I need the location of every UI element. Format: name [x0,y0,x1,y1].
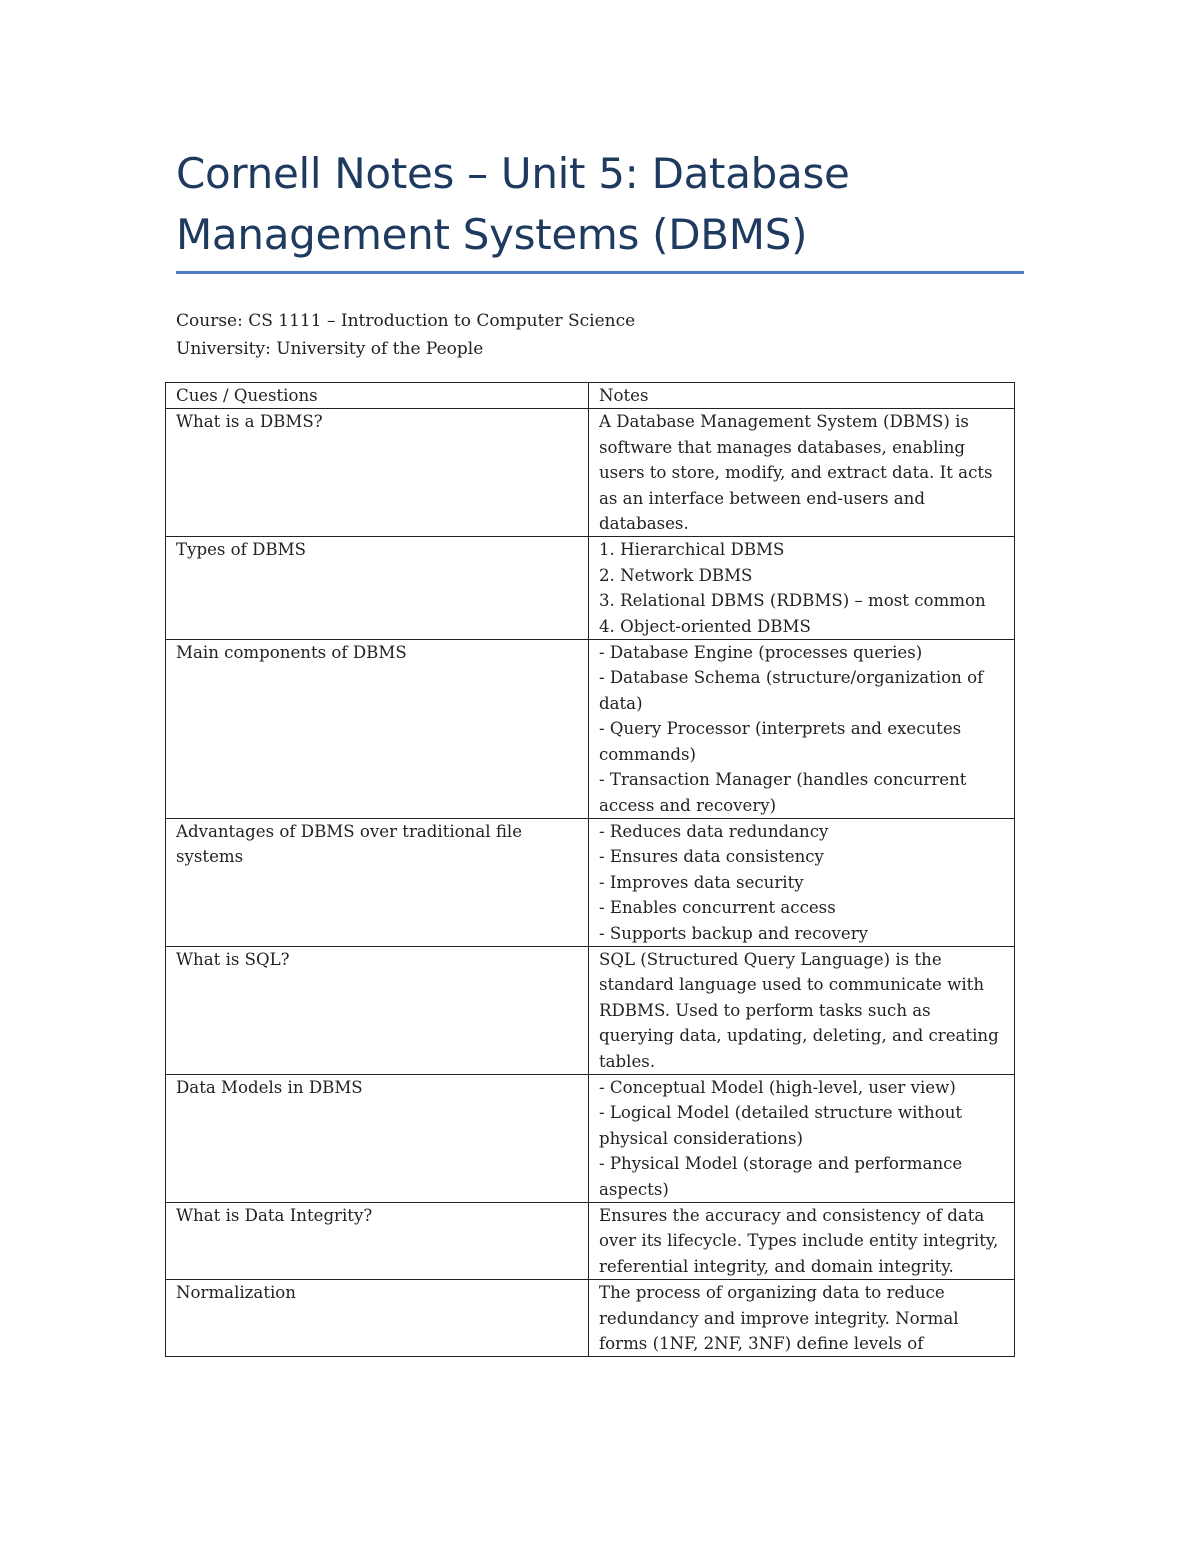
cue-cell: Main components of DBMS [166,640,589,819]
note-line: - Query Processor (interprets and executes commands) [599,719,962,764]
note-line: Ensures the accuracy and consistency of data over its lifecycle. Types include entity integrity, referential integrity, and domain integrity. [599,1206,999,1276]
table-row [166,640,1015,819]
document-meta [176,307,635,363]
note-line: 1. Hierarchical DBMS [599,540,785,560]
note-line: - Logical Model (detailed structure without physical considerations) [599,1103,963,1148]
table-header-row [166,383,1015,409]
note-line: - Improves data security [599,872,804,892]
notes-cell [589,640,1015,819]
table-row [166,1074,1015,1202]
notes-cell [589,818,1015,946]
cue-cell: What is a DBMS? [166,409,589,537]
notes-cell [589,1203,1015,1280]
table-row [166,1203,1015,1280]
header-notes: Notes [589,383,1015,409]
cue-cell: What is Data Integrity? [166,1203,589,1280]
note-line: - Conceptual Model (high-level, user view) [599,1077,956,1097]
table-row [166,818,1015,946]
note-line: 2. Network DBMS [599,565,753,585]
note-line: 4. Object-oriented DBMS [599,616,811,636]
note-line: - Ensures data consistency [599,847,824,867]
cue-cell: Advantages of DBMS over traditional file systems [166,818,589,946]
note-line: - Database Schema (structure/organization of data) [599,668,984,713]
cue-cell: Types of DBMS [166,537,589,640]
table-body [166,409,1015,1357]
page-title: Cornell Notes – Unit 5: Database Management Systems (DBMS) [176,149,850,259]
notes-cell [589,946,1015,1074]
note-line: The process of organizing data to reduce redundancy and improve integrity. Normal forms (1NF, 2NF, 3NF) define levels of [599,1283,959,1354]
notes-cell [589,1074,1015,1202]
cornell-notes-table [165,382,1015,1357]
university-line: University: University of the People [176,339,484,359]
note-line: SQL (Structured Query Language) is the standard language used to communicate with RDBMS. Used to perform tasks such as querying data, updating, deleting, and creating tables. [599,949,999,1071]
table-row [166,946,1015,1074]
cue-cell: What is SQL? [166,946,589,1074]
note-line: - Supports backup and recovery [599,923,869,943]
cue-cell: Normalization [166,1280,589,1357]
note-line: - Transaction Manager (handles concurrent access and recovery) [599,770,967,815]
note-line: - Reduces data redundancy [599,821,829,841]
notes-cell [589,409,1015,537]
note-line: 3. Relational DBMS (RDBMS) – most common [599,591,986,611]
table-row [166,1280,1015,1357]
note-line: A Database Management System (DBMS) is software that manages databases, enabling users to store, modify, and extract data. It acts as an interface between end-users and databases. [599,412,993,534]
notes-cell [589,1280,1015,1357]
notes-cell [589,537,1015,640]
cue-cell: Data Models in DBMS [166,1074,589,1202]
header-cues: Cues / Questions [166,383,589,409]
note-line: - Database Engine (processes queries) [599,643,923,663]
note-line: - Enables concurrent access [599,898,836,918]
table-row [166,409,1015,537]
course-line: Course: CS 1111 – Introduction to Computer Science [176,311,636,331]
title-divider [176,271,1024,274]
table-row [166,537,1015,640]
note-line: - Physical Model (storage and performance aspects) [599,1154,963,1199]
